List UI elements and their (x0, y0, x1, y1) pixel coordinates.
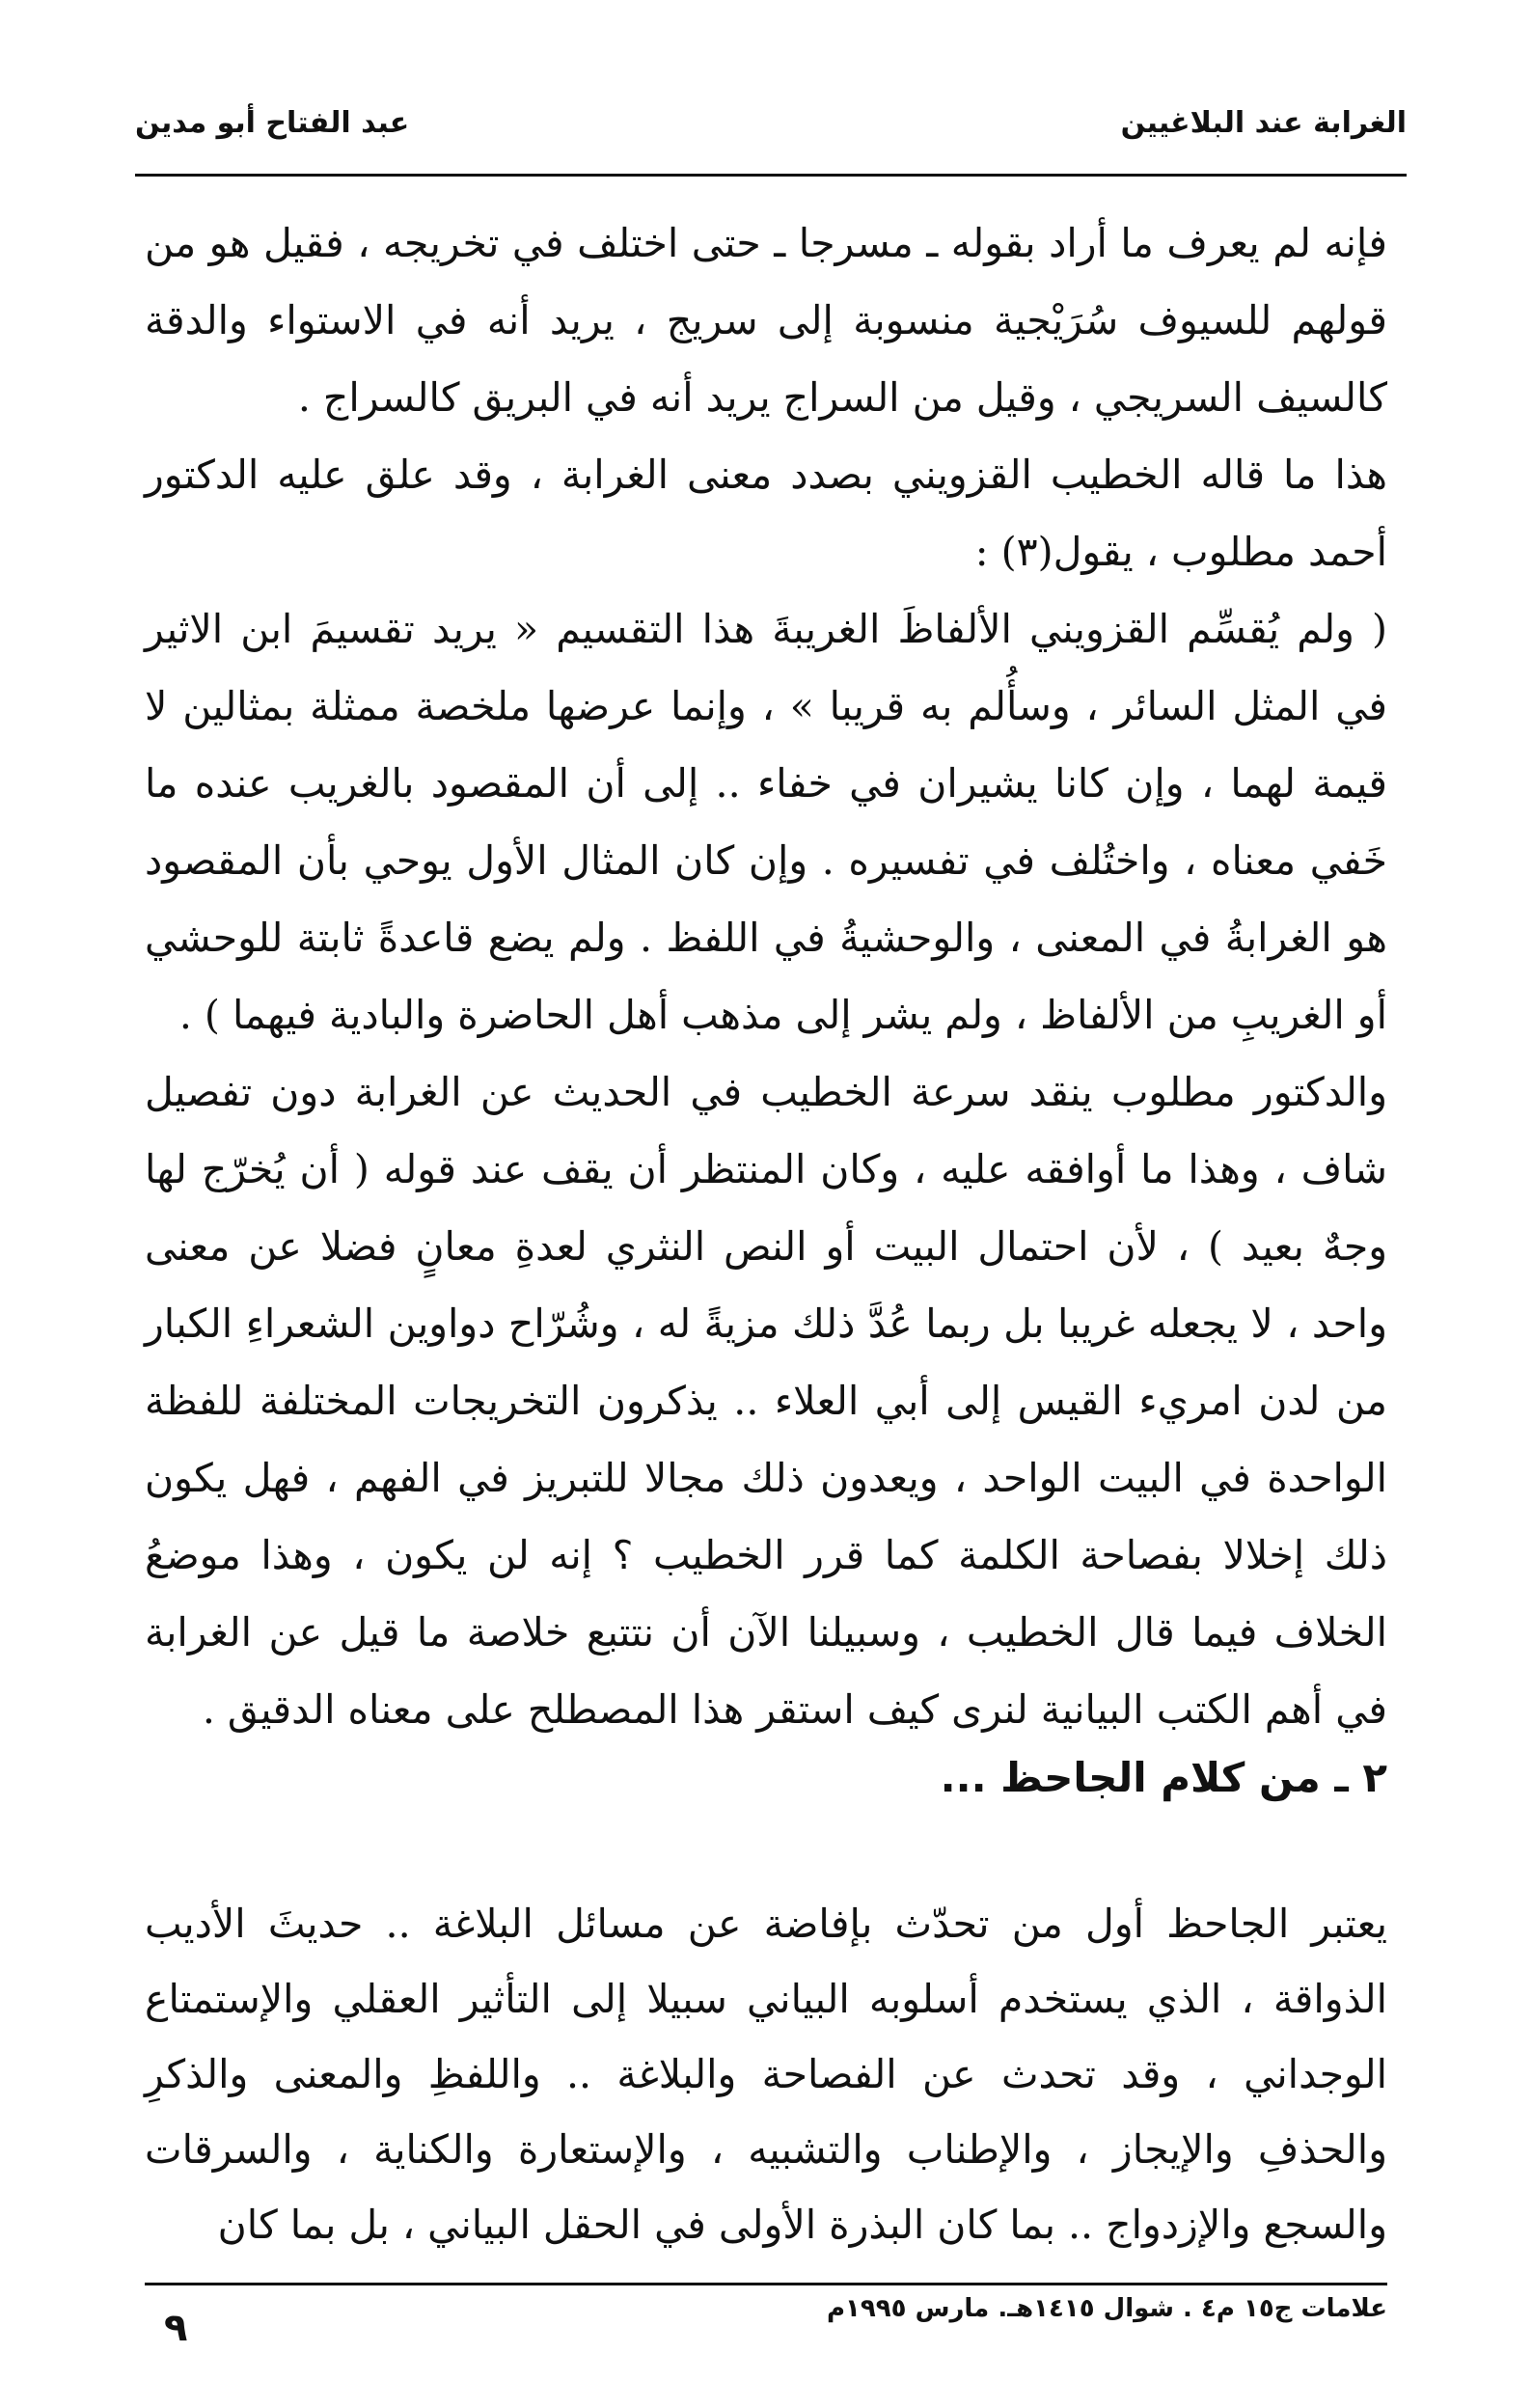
journal-citation: علامات ج١٥ م٤ . شوال ١٤١٥هـ. مارس ١٩٩٥م (826, 2294, 1387, 2323)
running-title: الغرابة عند البلاغيين (1120, 106, 1407, 140)
main-text (145, 205, 1387, 1748)
running-header (135, 96, 1407, 174)
page-number: ٩ (164, 2306, 188, 2350)
header-rule (135, 174, 1407, 177)
footer-rule (145, 2283, 1387, 2285)
running-author: عبد الفتاح أبو مدين (135, 106, 410, 140)
paragraph-4: والدكتور مطلوب ينقد سرعة الخطيب في الحديث عن الغرابة دون تفصيل شاف ، وهذا ما أوافقه عليه ، وكان المنتظر أن يقف عند قوله ( أن يُخرّج لها وجهٌ بعيد ) ، لأن احتمال البيت أو النص النثري لعدةِ معانٍ فضلا عن معنى واحد ، لا يجعله غريبا بل ربما عُدَّ ذلك مزيةً له ، وشُرّاح دواوين الشعراءِ الكبار من لدن امريء القيس إلى أبي العلاء .. يذكرون التخريجات المختلفة للفظة الواحدة في البيت الواحد ، ويعدون ذلك مجالا للتبريز في الفهم ، فهل يكون ذلك إخلالا بفصاحة الكلمة كما قرر الخطيب ؟ إنه لن يكون ، وهذا موضعُ الخلاف فيما قال الخطيب ، وسبيلنا الآن أن نتتبع خلاصة ما قيل عن الغرابة في أهم الكتب البيانية لنرى كيف استقر هذا المصطلح على معناه الدقيق . (145, 1069, 1387, 1733)
section-text (145, 1886, 1387, 2262)
section-heading: ٢ ـ من كلام الجاحظ ... (940, 1754, 1387, 1801)
quote-paragraph: ( ولم يُقسِّم القزويني الألفاظَ الغريبةَ هذا التقسيم « يريد تقسيمَ ابن الاثير في المثل السائر ، وسأُلم به قريبا » ، وإنما عرضها ملخصة ممثلة بمثالين لا قيمة لهما ، وإن كانا يشيران في خفاء .. إلى أن المقصود بالغريب عنده ما خَفي معناه ، واختُلف في تفسيره . وإن كان المثال الأول يوحي بأن المقصود هو الغرابةُ في المعنى ، والوحشيةُ في اللفظ . ولم يضع قاعدةً ثابتة للوحشي أو الغريبِ من الألفاظ ، ولم يشر إلى مذهب أهل الحاضرة والبادية فيهما ) . (145, 606, 1387, 1038)
section-paragraph-1: يعتبر الجاحظ أول من تحدّث بإفاضة عن مسائل البلاغة .. حديثَ الأديب الذواقة ، الذي يستخدم أسلوبه البياني سبيلا إلى التأثير العقلي والإستمتاع الوجداني ، وقد تحدث عن الفصاحة والبلاغة .. واللفظِ والمعنى والذكرِ والحذفِ والإيجاز ، والإطناب والتشبيه ، والإستعارة والكناية ، والسرقات والسجع والإزدواج .. بما كان البذرة الأولى في الحقل البياني ، بل بما كان (145, 1901, 1387, 2248)
paragraph-1: فإنه لم يعرف ما أراد بقوله ـ مسرجا ـ حتى اختلف في تخريجه ، فقيل هو من قولهم للسيوف سُرَيْجية منسوبة إلى سريج ، يريد أنه في الاستواء والدقة كالسيف السريجي ، وقيل من السراج يريد أنه في البريق كالسراج . (145, 220, 1387, 421)
paragraph-2: هذا ما قاله الخطيب القزويني بصدد معنى الغرابة ، وقد علق عليه الدكتور أحمد مطلوب ، يقول(٣) : (145, 452, 1387, 575)
